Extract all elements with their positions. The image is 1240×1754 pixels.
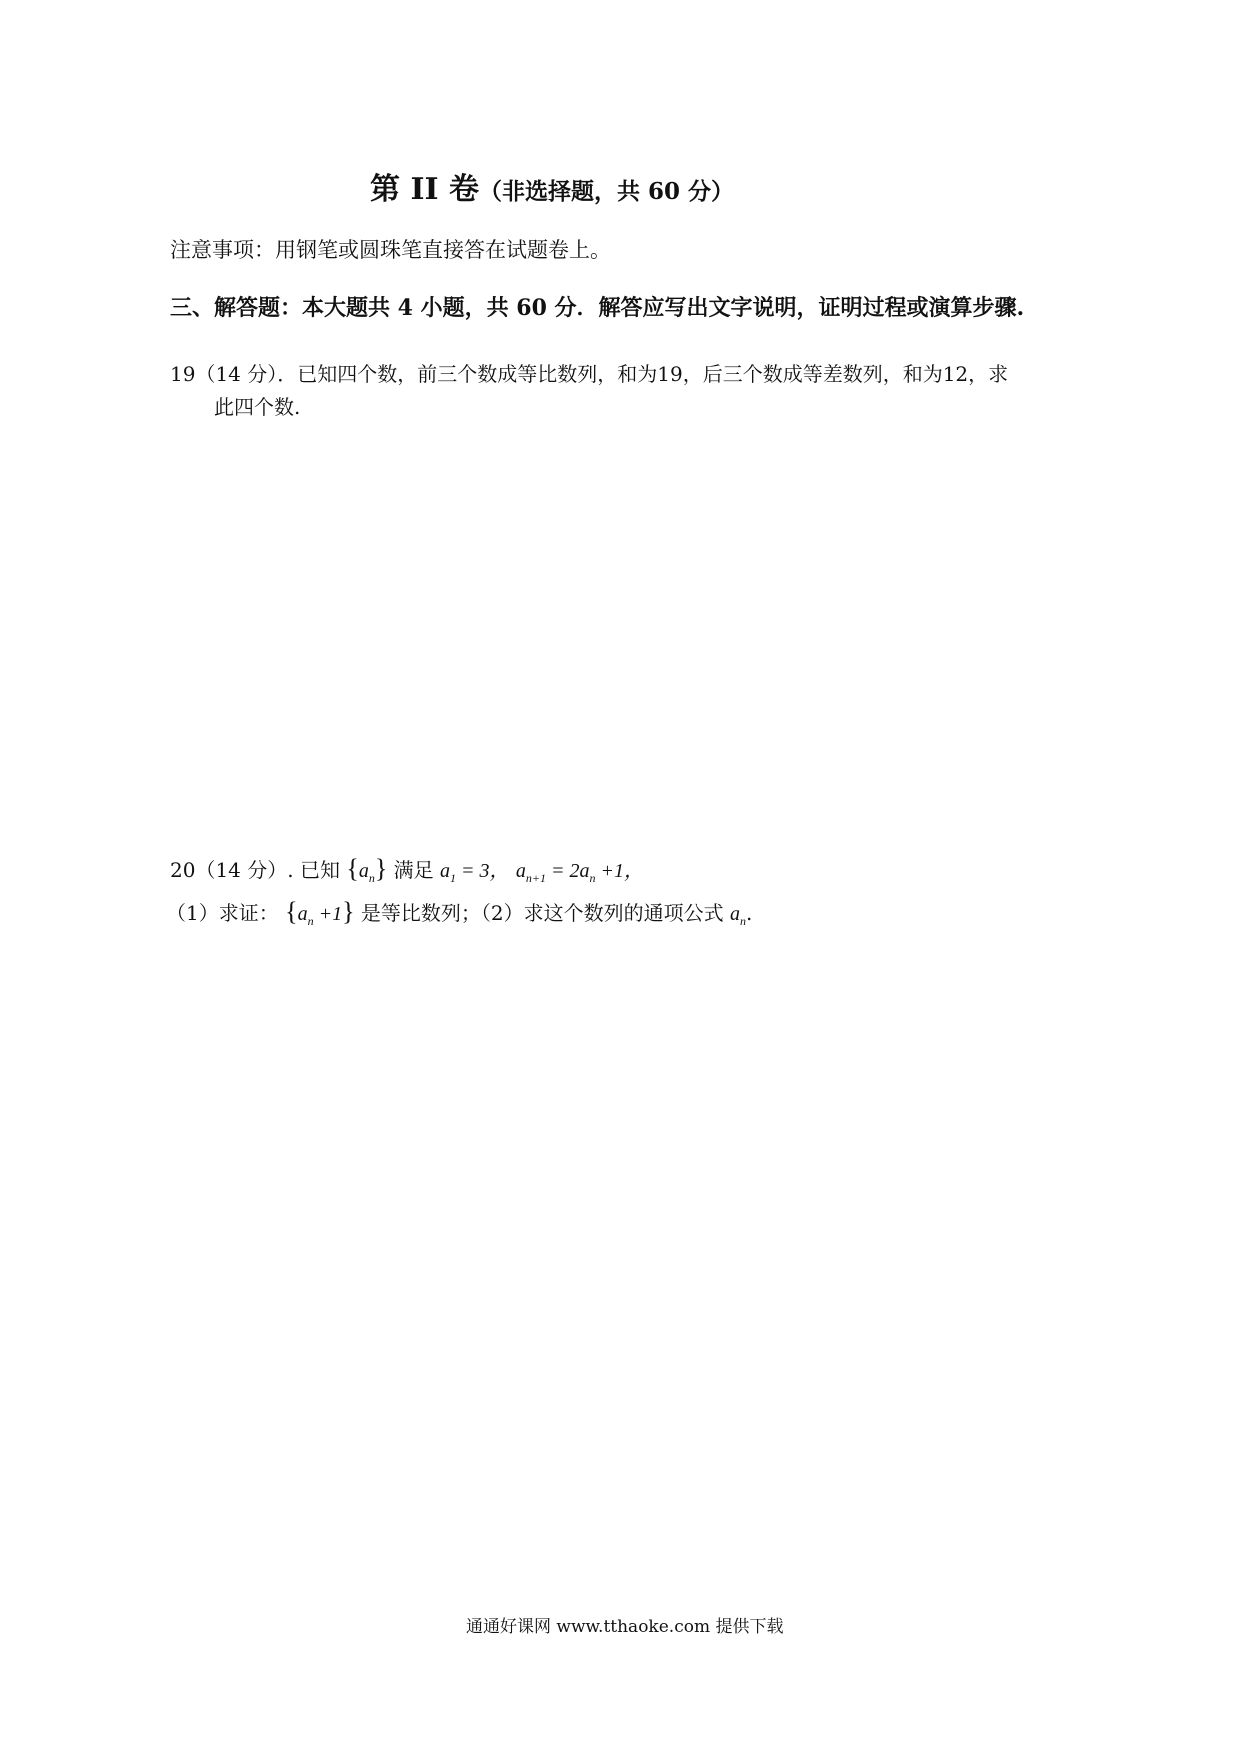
equation-recurrence: $a_{n+1} = 2a_n +1$， <box>515 860 644 885</box>
q20-period: . <box>746 901 753 925</box>
sequence-set: $\{a_n\}$ <box>346 854 388 885</box>
question-20-line2 <box>166 897 752 929</box>
notice-text: 注意事项：用钢笔或圆珠笔直接答在试题卷上。 <box>170 238 611 262</box>
q20-satisfy: 满足 <box>393 858 434 882</box>
section-heading: 三、解答题：本大题共 4 小题，共 60 分．解答应写出文字说明，证明过程或演算步骤. <box>170 295 1025 321</box>
title-subtitle: （非选择题，共 60 分） <box>478 178 734 205</box>
q20-part1-label: （1）求证： <box>166 901 279 925</box>
question-20-line1 <box>170 854 644 886</box>
footer-text: 通通好课网 www.tthaoke.com 提供下载 <box>466 1617 784 1637</box>
page-title <box>370 164 734 208</box>
general-term: $a_n$ <box>730 903 747 928</box>
q20-part1-tail: 是等比数列；（2）求这个数列的通项公式 <box>360 901 724 925</box>
sequence-plus-one: $\{a_n +1\}$ <box>285 897 355 928</box>
title-main: 第 II 卷 <box>370 172 479 207</box>
question-19-line2: 此四个数. <box>214 395 301 419</box>
question-19-line1: 19（14 分）．已知四个数，前三个数成等比数列，和为19，后三个数成等差数列，和为12，求 <box>170 362 1009 386</box>
equation-a1: $a_1 = 3$， <box>440 860 510 885</box>
q20-prefix: 20（14 分）. 已知 <box>170 858 340 882</box>
